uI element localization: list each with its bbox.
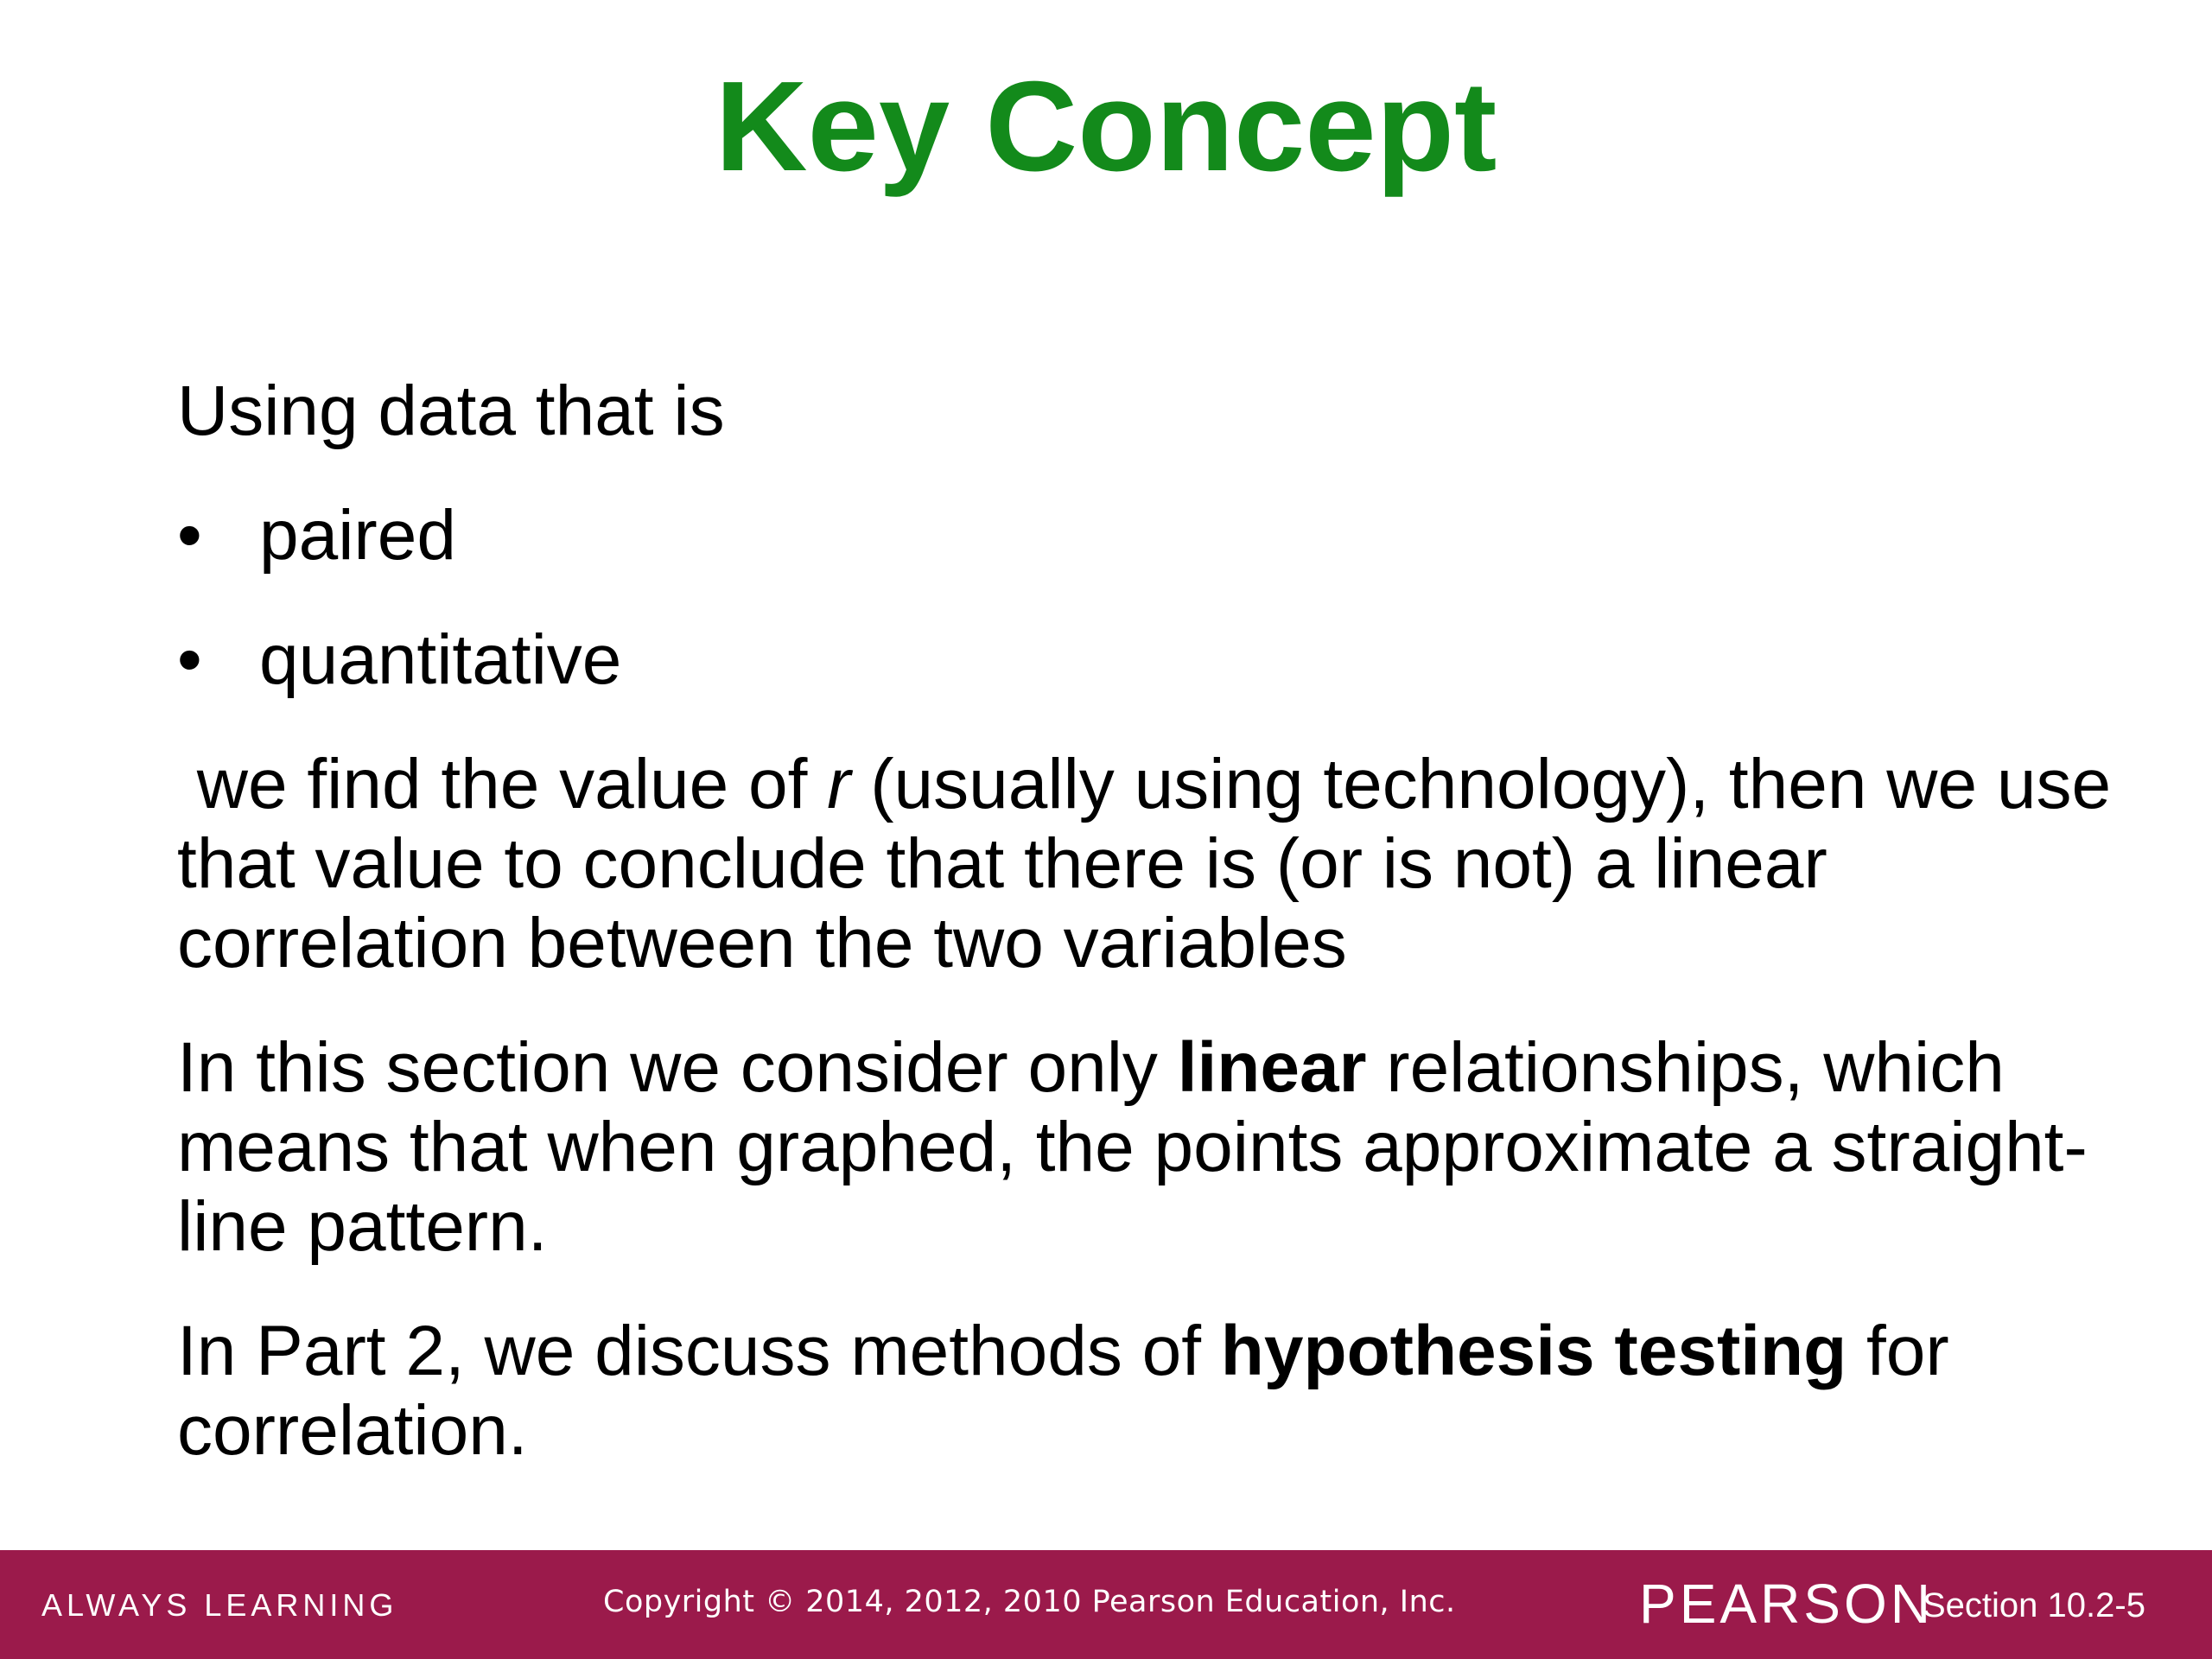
- paragraph-hypothesis-testing: [177, 1312, 2121, 1471]
- paragraph-text: In Part 2, we discuss methods of: [177, 1312, 1221, 1390]
- slide-title: Key Concept: [715, 55, 1497, 198]
- section-number: Section 10.2-5: [1923, 1586, 2145, 1624]
- footer-tagline: ALWAYS LEARNING: [41, 1587, 398, 1623]
- emphasis-linear: linear: [1177, 1028, 1367, 1107]
- bullet-item-quantitative: [177, 620, 2121, 700]
- bullet-label: quantitative: [259, 620, 622, 699]
- bullet-list: [177, 496, 2121, 700]
- paragraph-text: (usually using technology), then we use that value to conclude that there is (or is not) a linear correlation between the two variables: [177, 745, 2131, 982]
- paragraph-value-of-r: [177, 745, 2131, 983]
- bullet-item-paired: [177, 496, 2121, 575]
- footer-bar: [0, 1550, 2212, 1659]
- slide-body: [177, 372, 2131, 1516]
- paragraph-linear-relationships: [177, 1028, 2121, 1267]
- bullet-icon: •: [177, 620, 202, 699]
- variable-r: r: [827, 745, 851, 823]
- bullet-icon: •: [177, 496, 202, 575]
- paragraph-text: for correlation.: [177, 1312, 1949, 1470]
- paragraph-text: In this section we consider only: [177, 1028, 1178, 1107]
- emphasis-hypothesis-testing: hypothesis testing: [1220, 1312, 1847, 1390]
- bullet-label: paired: [259, 496, 456, 575]
- pearson-logo: PEARSON: [1639, 1573, 1934, 1635]
- paragraph-text: relationships, which means that when graphed, the points approximate a straight-line pattern.: [177, 1028, 2088, 1266]
- footer-copyright: Copyright © 2014, 2012, 2010 Pearson Education, Inc.: [603, 1585, 1456, 1619]
- intro-text: Using data that is: [177, 372, 725, 450]
- paragraph-text: we find the value of: [177, 745, 828, 823]
